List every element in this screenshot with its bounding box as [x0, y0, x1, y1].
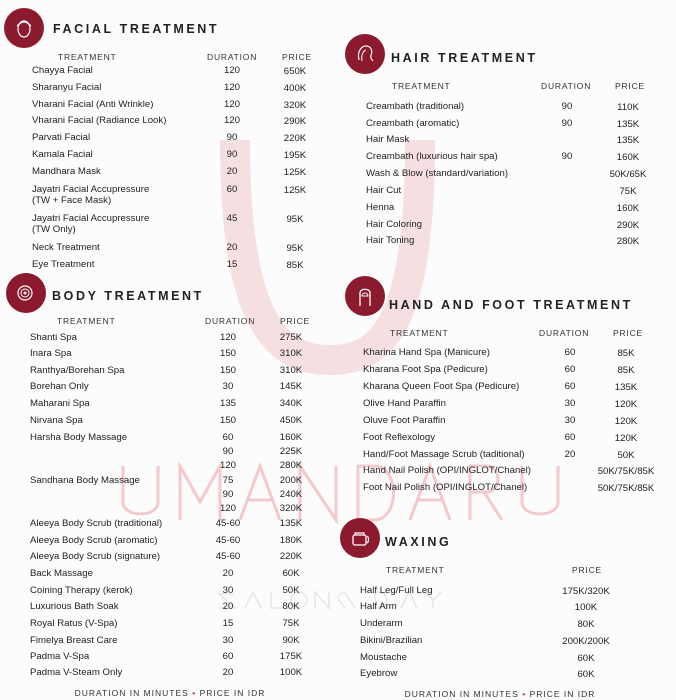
menu-item-row — [0, 482, 676, 494]
duration-value: 60 — [564, 347, 576, 358]
treatment-name-line: Half Arm — [360, 601, 397, 612]
menu-item-row — [0, 259, 676, 271]
treatment-name-line: Moustache — [360, 652, 407, 663]
treatment-name — [360, 652, 407, 663]
treatment-name-line: Kharina Hand Spa (Manicure) — [363, 347, 490, 358]
treatment-name — [363, 482, 527, 493]
treatment-name-line: Oluve Foot Paraffin — [363, 415, 446, 426]
price-value: 240K — [279, 489, 303, 500]
price-value: 120K — [614, 433, 638, 444]
menu-item-row — [0, 551, 676, 563]
duration-value: 90 — [561, 118, 573, 129]
treatment-name-line: Parvati Facial — [32, 132, 91, 143]
menu-item-row — [0, 235, 676, 247]
treatment-name — [32, 82, 101, 93]
treatment-name — [363, 465, 531, 476]
duration-value: 60 — [222, 651, 234, 662]
column-header-treatment: TREATMENT — [390, 328, 449, 338]
treatment-name-line: Luxurious Bath Soak — [30, 601, 119, 612]
price-value: 195K — [283, 150, 307, 161]
treatment-name — [30, 518, 162, 529]
menu-item-row — [0, 185, 676, 197]
price-note: PRICE IN IDR — [529, 689, 596, 699]
menu-item-row — [0, 652, 676, 664]
duration-value: 90 — [561, 101, 573, 112]
duration-value: 30 — [564, 398, 576, 409]
section-title: FACIAL TREATMENT — [53, 22, 220, 36]
menu-item-row — [0, 601, 676, 613]
price-value: 320K — [283, 100, 307, 111]
duration-value: 75 — [222, 475, 234, 486]
treatment-name-line: Kamala Facial — [32, 149, 93, 160]
duration-value: 45-60 — [215, 551, 241, 562]
menu-item-row — [0, 465, 676, 477]
duration-value: 90 — [226, 149, 238, 160]
treatment-name-line: Vharani Facial (Anti Wrinkle) — [32, 99, 154, 110]
duration-value: 120 — [223, 115, 241, 126]
treatment-name-line: Eye Treatment — [32, 259, 95, 270]
duration-note: DURATION IN MINUTES — [404, 689, 519, 699]
treatment-name-line: Padma V-Spa — [30, 651, 90, 662]
treatment-name-line: Maharani Spa — [30, 398, 90, 409]
price-value: 50K/75K/85K — [597, 483, 655, 494]
price-value: 60K — [577, 653, 595, 664]
menu-item-row — [0, 618, 676, 630]
treatment-name-line: Chayya Facial — [32, 65, 93, 76]
column-header-treatment: TREATMENT — [392, 81, 451, 91]
treatment-name-line: Kharana Foot Spa (Pedicure) — [363, 364, 488, 375]
menu-item-row — [0, 381, 676, 393]
treatment-name — [363, 415, 445, 426]
duration-value: 150 — [219, 415, 237, 426]
treatment-name-line: Neck Treatment — [32, 242, 100, 253]
price-value: 450K — [279, 415, 303, 426]
treatment-name — [30, 551, 160, 562]
section-title: WAXING — [385, 535, 452, 549]
duration-value: 90 — [222, 489, 234, 500]
price-value: 60K — [577, 669, 595, 680]
treatment-name-line: Kharana Queen Foot Spa (Pedicure) — [363, 381, 520, 392]
treatment-name — [366, 101, 464, 112]
menu-item-row — [0, 449, 676, 461]
treatment-name-line: Aleeya Body Scrub (aromatic) — [30, 535, 158, 546]
treatment-name — [360, 635, 422, 646]
price-value: 100K — [574, 602, 598, 613]
column-header-price: PRICE — [615, 81, 645, 91]
treatment-name-line: Vharani Facial (Radiance Look) — [32, 115, 167, 126]
price-value: 400K — [283, 83, 307, 94]
treatment-name-line: Foot Reflexology — [363, 432, 435, 443]
duration-value: 60 — [226, 184, 238, 195]
duration-value: 20 — [222, 601, 234, 612]
price-value: 125K — [283, 185, 307, 196]
treatment-name-line: Inara Spa — [30, 348, 72, 359]
price-value: 75K — [282, 618, 300, 629]
treatment-name-line: Jayatri Facial Accupressure — [32, 184, 150, 195]
column-header-price: PRICE — [280, 316, 310, 326]
treatment-name-line: Aleeya Body Scrub (signature) — [30, 551, 161, 562]
treatment-name-line: Creambath (traditional) — [366, 101, 465, 112]
price-value: 175K — [279, 651, 303, 662]
menu-item-row — [0, 364, 676, 376]
price-value: 110K — [617, 102, 639, 113]
column-header-price: PRICE — [613, 328, 643, 338]
duration-value: 60 — [564, 432, 576, 443]
treatment-name — [366, 219, 422, 230]
price-value: 125K — [283, 167, 307, 178]
duration-value: 150 — [219, 348, 237, 359]
fingernail-icon — [345, 276, 385, 316]
column-header-treatment: TREATMENT — [57, 316, 116, 326]
treatment-name — [360, 668, 397, 679]
treatment-name-line: Sharanyu Facial — [32, 82, 102, 93]
duration-value: 20 — [226, 166, 238, 177]
hair-icon — [345, 34, 385, 74]
menu-item-row — [0, 518, 676, 530]
duration-value: 120 — [219, 460, 237, 471]
treatment-name-line: Ranthya/Borehan Spa — [30, 365, 125, 376]
price-value: 135K — [279, 518, 303, 529]
treatment-name — [360, 585, 433, 596]
price-value: 320K — [279, 503, 303, 514]
treatment-name — [360, 601, 397, 612]
treatment-name — [32, 259, 94, 270]
column-header-duration: DURATION — [205, 316, 256, 326]
price-value: 200K/200K — [562, 636, 610, 647]
treatment-name-line: Underarm — [360, 618, 403, 629]
price-value: 135K — [616, 135, 640, 146]
treatment-name-line: Fimelya Breast Care — [30, 635, 118, 646]
price-value: 75K — [619, 186, 637, 197]
price-value: 145K — [279, 381, 303, 392]
treatment-name — [363, 381, 519, 392]
menu-item-row — [0, 101, 676, 113]
duration-value: 120 — [223, 65, 241, 76]
treatment-name-line: Padma V-Steam Only — [30, 667, 123, 678]
price-value: 280K — [616, 236, 640, 247]
price-value: 135K — [614, 382, 638, 393]
treatment-name-line: Hand/Foot Massage Scrub (taditional) — [363, 449, 525, 460]
treatment-name-line: Harsha Body Massage — [30, 432, 128, 443]
treatment-name-line: Mandhara Mask — [32, 166, 101, 177]
price-value: 95K — [286, 214, 304, 225]
duration-value: 30 — [222, 635, 234, 646]
duration-value: 90 — [561, 151, 573, 162]
menu-item-row — [0, 535, 676, 547]
treatment-name-line: Royal Ratus (V-Spa) — [30, 618, 118, 629]
duration-value: 45-60 — [215, 535, 241, 546]
price-value: 280K — [279, 460, 303, 471]
duration-value: 45-60 — [215, 518, 241, 529]
duration-value: 20 — [226, 242, 238, 253]
price-value: 180K — [279, 535, 303, 546]
treatment-name — [360, 618, 403, 629]
treatment-name — [366, 134, 409, 145]
price-value: 120K — [614, 399, 638, 410]
duration-value: 20 — [222, 667, 234, 678]
treatment-name-line: Half Leg/Full Leg — [360, 585, 433, 596]
price-value: 340K — [279, 398, 303, 409]
face-icon — [4, 8, 44, 48]
price-value: 200K — [279, 475, 303, 486]
duration-note: DURATION IN MINUTES — [74, 688, 189, 698]
price-value: 80K — [282, 601, 300, 612]
price-value: 160K — [279, 432, 303, 443]
treatment-name-line: Nirvana Spa — [30, 415, 83, 426]
treatment-name — [30, 535, 157, 546]
treatment-name — [363, 449, 525, 460]
duration-value: 30 — [222, 381, 234, 392]
treatment-name-line: Hand Nail Polish (OPI/INGLOT/Chanel) — [363, 465, 531, 476]
duration-value: 60 — [564, 364, 576, 375]
treatment-name-line: Sandhana Body Massage — [30, 475, 140, 486]
price-value: 90K — [282, 635, 300, 646]
treatment-name-line: Bikini/Brazilian — [360, 635, 423, 646]
price-value: 175K/320K — [562, 586, 610, 597]
menu-item-row — [0, 398, 676, 410]
duration-value: 20 — [564, 449, 576, 460]
duration-value: 90 — [222, 446, 234, 457]
treatment-name-line: Hair Mask — [366, 134, 410, 145]
treatment-name — [363, 364, 488, 375]
duration-value: 60 — [564, 381, 576, 392]
price-value: 120K — [614, 416, 638, 427]
treatment-name-line: Wash & Blow (standard/variation) — [366, 168, 509, 179]
menu-item-row — [0, 134, 676, 146]
treatment-name — [366, 151, 498, 162]
duration-value: 120 — [223, 82, 241, 93]
price-value: 310K — [279, 365, 303, 376]
treatment-name-line: Foot Nail Polish (OPI/INGLOT/Chanel) — [363, 482, 528, 493]
treatment-name — [366, 235, 414, 246]
spiral-stone-icon — [6, 273, 46, 313]
price-value: 290K — [616, 220, 640, 231]
treatment-name — [363, 432, 435, 443]
duration-value: 30 — [564, 415, 576, 426]
price-value: 220K — [283, 133, 307, 144]
treatment-name-line: Back Massage — [30, 568, 93, 579]
treatment-name-line: (TW + Face Mask) — [32, 195, 112, 206]
column-header-duration: DURATION — [207, 52, 258, 62]
treatment-name-line: Hair Toning — [366, 235, 415, 246]
column-header-duration: DURATION — [541, 81, 592, 91]
price-value: 85K — [617, 348, 635, 359]
price-value: 220K — [279, 551, 303, 562]
price-value: 225K — [279, 446, 303, 457]
price-value: 85K — [286, 260, 304, 271]
treatment-name — [30, 568, 93, 579]
column-header-treatment: TREATMENT — [386, 565, 445, 575]
wax-pot-icon — [340, 518, 380, 558]
treatment-name-line: (TW Only) — [32, 224, 76, 235]
menu-item-row — [0, 219, 676, 231]
menu-item-row — [0, 432, 676, 444]
price-value: 135K — [616, 119, 640, 130]
treatment-name-line: Henna — [366, 202, 395, 213]
footer-note-left — [75, 688, 266, 698]
treatment-name — [32, 65, 93, 76]
price-value: 95K — [286, 243, 304, 254]
duration-value: 15 — [222, 618, 234, 629]
menu-item-row — [0, 151, 676, 163]
treatment-name — [366, 185, 401, 196]
treatment-name-line: Creambath (aromatic) — [366, 118, 460, 129]
price-value: 80K — [577, 619, 595, 630]
treatment-name — [363, 347, 490, 358]
menu-item-row — [0, 65, 676, 77]
duration-value: 60 — [222, 432, 234, 443]
price-value: 100K — [279, 667, 303, 678]
column-header-treatment: TREATMENT — [58, 52, 117, 62]
duration-value: 90 — [226, 132, 238, 143]
treatment-name-line: Hair Coloring — [366, 219, 422, 230]
duration-value: 15 — [226, 259, 238, 270]
separator: • — [522, 689, 527, 699]
treatment-name-line: Hair Cut — [366, 185, 402, 196]
duration-value: 150 — [219, 365, 237, 376]
treatment-name-line: Eyebrow — [360, 668, 398, 679]
price-value: 275K — [279, 332, 303, 343]
menu-item-row — [0, 585, 676, 597]
treatment-name — [366, 118, 459, 129]
price-value: 50K — [617, 450, 635, 461]
price-value: 290K — [283, 116, 307, 127]
treatment-name — [366, 202, 394, 213]
duration-value: 120 — [223, 99, 241, 110]
menu-item-row — [0, 347, 676, 359]
section-title: BODY TREATMENT — [52, 289, 204, 303]
price-value: 60K — [282, 568, 300, 579]
duration-value: 20 — [222, 568, 234, 579]
treatment-name — [30, 332, 77, 343]
treatment-name-line: Borehan Only — [30, 381, 89, 392]
treatment-name-line: Olive Hand Paraffin — [363, 398, 447, 409]
price-value: 160K — [616, 152, 640, 163]
treatment-name-line: Creambath (luxurious hair spa) — [366, 151, 498, 162]
price-value: 50K/75K/85K — [597, 466, 655, 477]
duration-value: 30 — [222, 585, 234, 596]
column-header-price: PRICE — [572, 565, 602, 575]
menu-item-row — [0, 635, 676, 647]
column-header-duration: DURATION — [539, 328, 590, 338]
menu-item-row — [0, 202, 676, 214]
footer-note-right — [405, 689, 596, 699]
treatment-name-line: Coining Therapy (kerok) — [30, 585, 133, 596]
menu-item-row — [0, 118, 676, 130]
section-title: HAIR TREATMENT — [391, 51, 538, 65]
treatment-name-line: Jayatri Facial Accupressure — [32, 213, 150, 224]
price-value: 85K — [617, 365, 635, 376]
price-value: 650K — [283, 66, 307, 77]
duration-value: 120 — [219, 503, 237, 514]
treatment-name — [366, 168, 508, 179]
duration-value: 135 — [219, 398, 237, 409]
separator: • — [192, 688, 197, 698]
treatment-name — [363, 398, 446, 409]
column-header-price: PRICE — [282, 52, 312, 62]
duration-value: 120 — [219, 332, 237, 343]
price-note: PRICE IN IDR — [199, 688, 266, 698]
menu-item-row — [0, 668, 676, 680]
treatment-name-line: Shanti Spa — [30, 332, 77, 343]
section-title: HAND AND FOOT TREATMENT — [389, 298, 633, 312]
price-value: 50K/65K — [609, 169, 647, 180]
price-value: 310K — [279, 348, 303, 359]
menu-item-row — [0, 415, 676, 427]
menu-item-row — [0, 168, 676, 180]
price-value: 50K — [282, 585, 300, 596]
treatment-name-line: Aleeya Body Scrub (traditional) — [30, 518, 163, 529]
duration-value: 45 — [226, 213, 238, 224]
price-value: 160K — [616, 203, 640, 214]
